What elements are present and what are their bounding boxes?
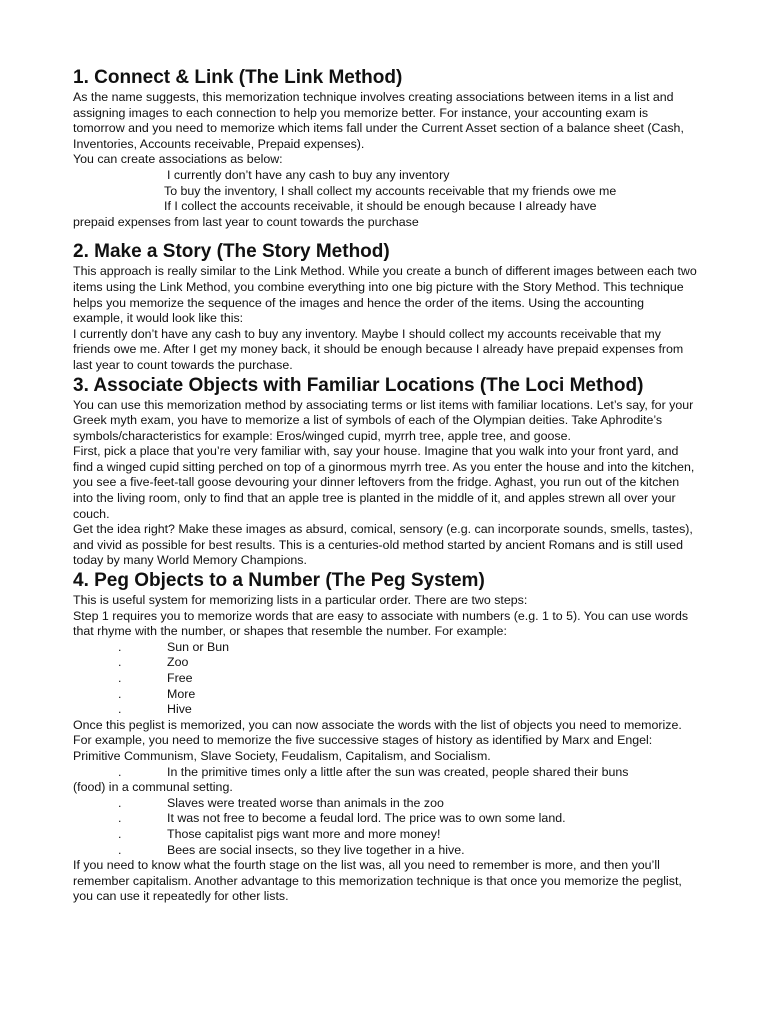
association-line-1: I currently don’t have any cash to buy any inventory	[167, 167, 450, 182]
section-3-paragraph-3: Get the idea right? Make these images as absurd, comical, sensory (e.g. can incorporate sounds, smells, tastes), and vivid as possible for best results. This is a centuries-old method started by ancient Romans and is still used today by many World Memory Champions.	[73, 522, 693, 568]
section-4-paragraph-2: Step 1 requires you to memorize words that are easy to associate with numbers (e.g. 1 to 5). You can use words that rhyme with the number, or shapes that resemble the number. For example:	[73, 608, 689, 639]
peg-word: Hive	[167, 702, 192, 717]
stage-sentence: In the primitive times only a little after the sun was created, people shared their buns	[167, 764, 629, 779]
peg-word: More	[167, 686, 196, 701]
section-4-paragraph-3: Once this peglist is memorized, you can now associate the words with the list of objects you need to memorize. For example, you need to memorize the five successive stages of history as identified by Marx and Engel: Primitive Communism, Slave Society, Feudalism, Capitalism, and Socialism.	[73, 717, 682, 763]
association-line-3-continued: prepaid expenses from last year to count towards the purchase	[73, 214, 419, 229]
stage-sentence-continued: (food) in a communal setting.	[73, 780, 233, 795]
section-1-paragraph-1: As the name suggests, this memorization technique involves creating associations between items in a list and assigning images to each connection to help you memorize better. For instance, your accounting exam is tomorrow and you need to memorize which items fall under the Current Asset section of a balance sheet (Cash, Inventories, Accounts receivable, Prepaid expenses).	[73, 90, 684, 151]
bullet-mark: .	[118, 686, 122, 701]
peg-word: Free	[167, 671, 193, 685]
stage-list-item	[73, 843, 697, 859]
section-3-paragraph-1: You can use this memorization method by associating terms or list items with familiar locations. Let’s say, for your Greek myth exam, you have to memorize a list of symbols of each of the Olympian deities. Take Aphrodite’s symbols/characteristics for example: Eros/winged cupid, myrrh tree, apple tree, and goose.	[73, 397, 694, 443]
peg-list-item	[73, 702, 697, 718]
bullet-mark: .	[118, 795, 122, 810]
bullet-mark: .	[118, 764, 122, 779]
stage-sentence: Those capitalist pigs want more and more money!	[167, 826, 441, 841]
section-3-paragraph-2: First, pick a place that you’re very familiar with, say your house. Imagine that you walk into your front yard, and find a winged cupid sitting perched on top of a ginormous myrrh tree. As you enter the house and into the kitchen, you see a five-feet-tall goose devouring your dinner leftovers from the fridge. Aghast, you run out of the kitchen into the living room, only to find that an apple tree is planted in the middle of it, and apples strewn all over your couch.	[73, 444, 695, 521]
peg-list-item	[73, 655, 697, 671]
section-3-heading: 3. Associate Objects with Familiar Locations (The Loci Method)	[73, 374, 644, 396]
section-1-heading: 1. Connect & Link (The Link Method)	[73, 67, 403, 88]
section-4-paragraph-4: If you need to know what the fourth stage on the list was, all you need to remember is more, and then you’ll remember capitalism. Another advantage to this memorization technique is that once you memorize the peglist, you can use it repeatedly for other lists.	[73, 858, 682, 904]
association-line-2: To buy the inventory, I shall collect my accounts receivable that my friends owe me	[164, 183, 617, 198]
section-2-paragraph-1: This approach is really similar to the Link Method. While you create a bunch of different images between each two items using the Link Method, you combine everything into one big picture with the Story Method. This technique helps you memorize the sequence of the images and hence the order of the items. Using the accounting example, it would look like this:	[73, 264, 697, 326]
bullet-mark: .	[118, 639, 122, 654]
association-line-3: If I collect the accounts receivable, it should be enough because I already have	[164, 199, 597, 214]
stage-list-item	[73, 796, 697, 812]
bullet-mark: .	[118, 655, 122, 670]
section-2-paragraph-2: I currently don’t have any cash to buy any inventory. Maybe I should collect my accounts receivable that my friends owe me. After I get my money back, it should be enough because I already have prepaid expenses from last year to count towards the purchase.	[73, 326, 684, 372]
stage-list-item	[73, 827, 697, 843]
peg-word: Sun or Bun	[167, 639, 229, 654]
stage-sentence: Bees are social insects, so they live together in a hive.	[167, 842, 465, 857]
stage-sentence: Slaves were treated worse than animals in the zoo	[167, 795, 444, 810]
section-2-heading: 2. Make a Story (The Story Method)	[73, 241, 390, 263]
stage-list-item	[73, 765, 697, 781]
bullet-mark: .	[118, 842, 122, 857]
section-4-heading: 4. Peg Objects to a Number (The Peg System)	[73, 570, 485, 592]
peg-word: Zoo	[167, 655, 189, 670]
section-1-paragraph-2: You can create associations as below:	[73, 152, 283, 167]
section-4-paragraph-1: This is useful system for memorizing lists in a particular order. There are two steps:	[73, 593, 528, 608]
stage-list-item	[73, 811, 697, 827]
document-page	[73, 66, 697, 905]
peg-list-item	[73, 640, 697, 656]
bullet-mark: .	[118, 671, 122, 685]
bullet-mark: .	[118, 702, 122, 717]
peg-list-item	[73, 671, 697, 687]
peg-list-item	[73, 687, 697, 703]
stage-sentence: It was not free to become a feudal lord. The price was to own some land.	[167, 811, 566, 826]
bullet-mark: .	[118, 811, 122, 826]
bullet-mark: .	[118, 826, 122, 841]
